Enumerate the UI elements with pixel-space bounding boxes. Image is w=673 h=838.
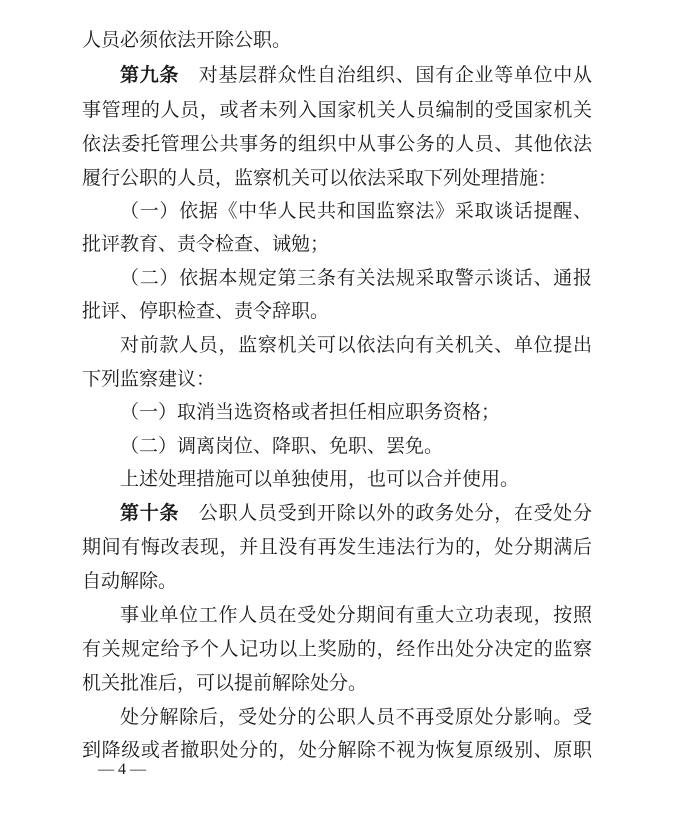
text-line: 人员必须依法开除公职。 [82, 29, 292, 51]
text-line: （二）调离岗位、降职、免职、罢免。 [120, 435, 444, 457]
text-line: 公职人员受到开除以外的政务处分，在受处分 [198, 502, 592, 524]
text-line: 机关批准后，可以提前解除处分。 [82, 672, 368, 694]
text-line: 对基层群众性自治组织、国有企业等单位中从 [198, 64, 592, 86]
text-line: 处分解除后，受处分的公职人员不再受原处分影响。受 [120, 706, 592, 728]
text-line: 事业单位工作人员在受处分期间有重大立功表现，按照 [120, 604, 592, 626]
article-10-first-line [120, 501, 592, 525]
text-line: 有关规定给予个人记功以上奖励的，经作出处分决定的监察 [82, 638, 592, 660]
text-line: 上述处理措施可以单独使用，也可以合并使用。 [120, 468, 520, 490]
text-line: 期间有悔改表现，并且没有再发生违法行为的，处分期满后 [82, 536, 592, 558]
text-line: （一）依据《中华人民共和国监察法》采取谈话提醒、 [120, 200, 592, 222]
text-line: 批评、停职检查、责令辞职。 [82, 300, 330, 322]
text-line: 到降级或者撤职处分的，处分解除不视为恢复原级别、原职 [82, 739, 592, 761]
text-line: 批评教育、责令检查、诫勉； [82, 233, 330, 255]
article-heading: 第九条 [120, 64, 180, 86]
text-line: （一）取消当选资格或者担任相应职务资格； [120, 401, 501, 423]
text-line: 事管理的人员，或者未列入国家机关人员编制的受国家机关 [82, 99, 592, 121]
text-line: （二）依据本规定第三条有关法规采取警示谈话、通报 [120, 267, 592, 289]
text-line: 下列监察建议： [82, 368, 216, 390]
article-9-first-line [120, 63, 592, 87]
page-number: — 4 — [98, 761, 146, 778]
text-line: 依法委托管理公共事务的组织中从事公务的人员、其他依法 [82, 133, 592, 155]
article-heading: 第十条 [120, 502, 180, 524]
text-line: 对前款人员，监察机关可以依法向有关机关、单位提出 [120, 334, 592, 356]
text-line: 履行公职的人员，监察机关可以依法采取下列处理措施： [82, 167, 558, 189]
text-line: 自动解除。 [82, 570, 178, 592]
